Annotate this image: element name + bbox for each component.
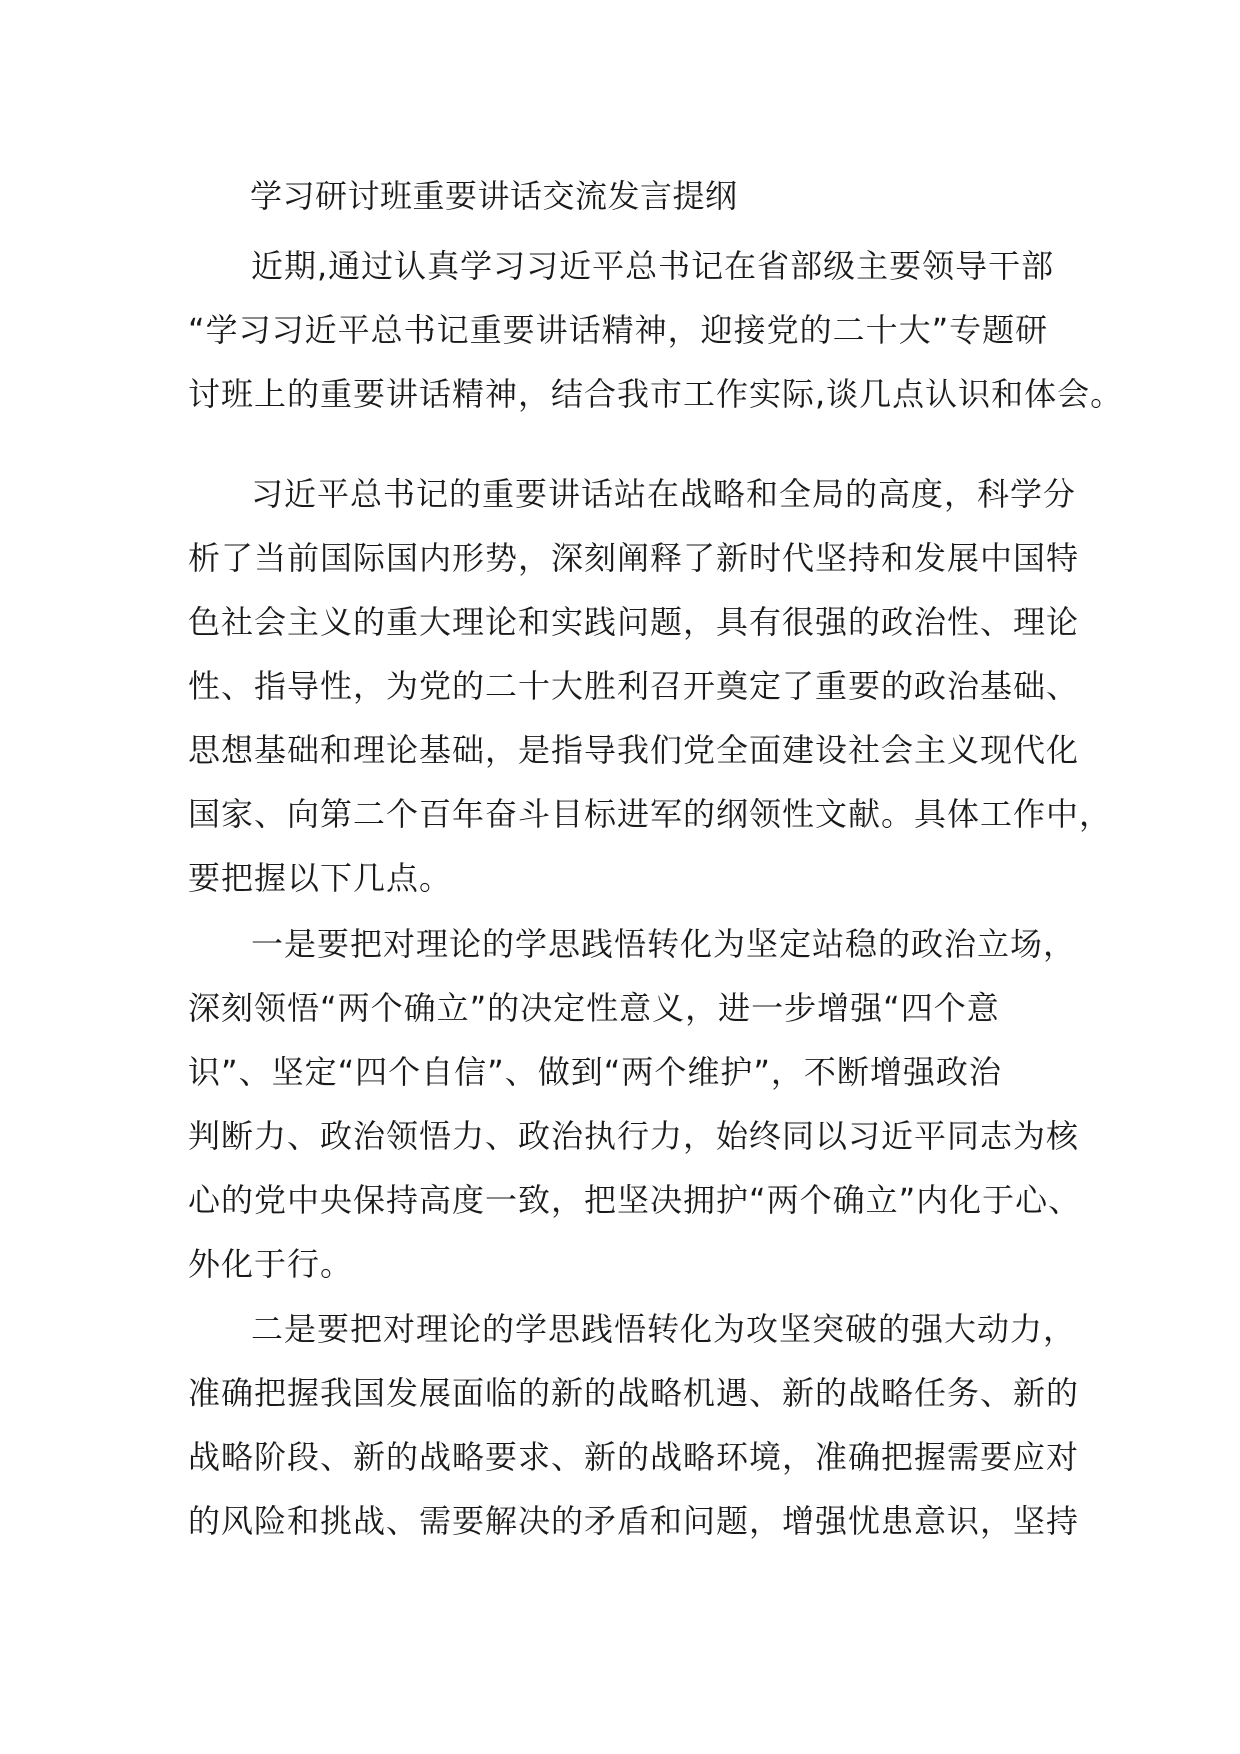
paragraph-line: 析了当前国际国内形势，深刻阐释了新时代坚持和发展中国特 bbox=[188, 539, 1080, 577]
paragraph-line: 色社会主义的重大理论和实践问题，具有很强的政治性、理论 bbox=[188, 603, 1080, 641]
paragraph-line: 习近平总书记的重要讲话站在战略和全局的高度，科学分 bbox=[251, 475, 1077, 513]
paragraph-line: 判断力、政治领悟力、政治执行力，始终同以习近平同志为核 bbox=[188, 1117, 1080, 1155]
paragraph-line: 深刻领悟“两个确立”的决定性意义，进一步增强“四个意 bbox=[188, 989, 1000, 1027]
paragraph-line: 的风险和挑战、需要解决的矛盾和问题，增强忧患意识，坚持 bbox=[188, 1502, 1080, 1540]
paragraph-line: 识”、坚定“四个自信”、做到“两个维护”，不断增强政治 bbox=[188, 1053, 1002, 1091]
paragraph-line: 准确把握我国发展面临的新的战略机遇、新的战略任务、新的 bbox=[188, 1374, 1080, 1412]
document-title: 学习研讨班重要讲话交流发言提纲 bbox=[250, 177, 738, 215]
paragraph-point-two bbox=[188, 1297, 1080, 1553]
paragraph-line: 思想基础和理论基础，是指导我们党全面建设社会主义现代化 bbox=[188, 731, 1080, 769]
paragraph-line: 心的党中央保持高度一致，把坚决拥护“两个确立”内化于心、 bbox=[188, 1181, 1082, 1219]
paragraph-significance bbox=[188, 462, 1113, 910]
paragraph-line: 一是要把对理论的学思践悟转化为坚定站稳的政治立场， bbox=[251, 925, 1077, 963]
paragraph-line: 要把握以下几点。 bbox=[188, 859, 453, 897]
paragraph-point-one bbox=[188, 912, 1082, 1296]
paragraph-line: 外化于行。 bbox=[188, 1245, 354, 1283]
paragraph-line: 讨班上的重要讲话精神，结合我市工作实际,谈几点认识和体会。 bbox=[188, 375, 1124, 413]
paragraph-line: 近期,通过认真学习习近平总书记在省部级主要领导干部 bbox=[251, 247, 1055, 285]
paragraph-line: 二是要把对理论的学思践悟转化为攻坚突破的强大动力， bbox=[251, 1310, 1077, 1348]
paragraph-line: 战略阶段、新的战略要求、新的战略环境，准确把握需要应对 bbox=[188, 1438, 1080, 1476]
paragraph-line: 国家、向第二个百年奋斗目标进军的纲领性文献。具体工作中， bbox=[188, 795, 1113, 833]
paragraph-line: “学习习近平总书记重要讲话精神，迎接党的二十大”专题研 bbox=[188, 311, 1049, 349]
paragraph-intro bbox=[188, 234, 1124, 426]
paragraph-line: 性、指导性，为党的二十大胜利召开奠定了重要的政治基础、 bbox=[188, 667, 1080, 705]
